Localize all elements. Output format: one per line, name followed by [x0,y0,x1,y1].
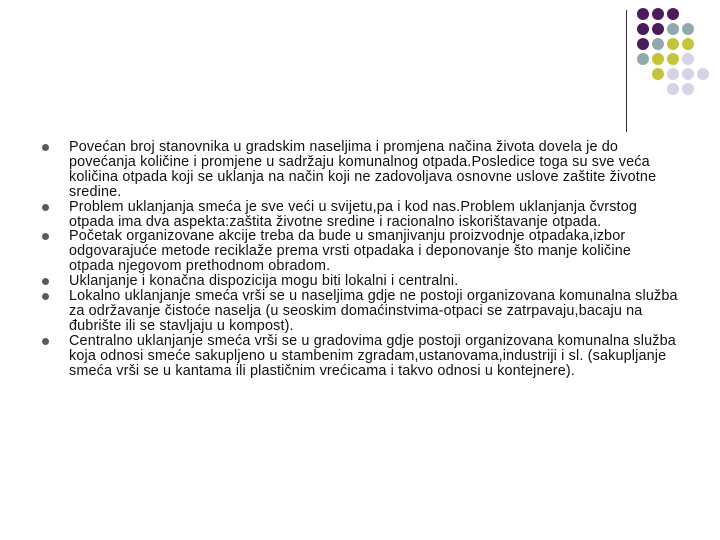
bullet-text: Centralno uklanjanje smeća vrši se u gradovima gdje postoji organizovana komunalna služba koja odnosi smeće sakupljeno u stambenim zgradam,ustanovama,industriji i sl. (sakupljanje smeća vrši se u kantama ili plastičnim vrećicama i takvo odnosi u kontejnere). [69,332,676,379]
decorative-dot [652,53,664,65]
bullet-text: Lokalno uklanjanje smeća vrši se u naseljima gdje ne postoji organizovana komunalna služba za održavanje čistoće naselja (u seoskim domaćinstvima-otpaci se zatrpavaju,bacaju na đubrište ili se stavljaju u kompost). [69,288,678,334]
bullet-text: Povećan broj stanovnika u gradskim naseljima i promjena načina života dovela je do povećanja količine i promjene u sadržaju komunalnog otpada.Posledice toga su sve veća količina otpada koji se uklanja na način koji ne zadovoljava osnovne uslove zaštite životne sredine. [69,139,657,200]
decorative-dot [667,38,679,50]
bullet-dot-icon [42,204,49,211]
bullet-item-waste-problem [40,200,680,230]
bullet-dot-icon [42,144,49,151]
bullet-item-local-removal [40,289,680,334]
bullet-item-population-growth [40,140,680,200]
bullet-dot-icon [42,338,49,345]
decorative-dot [682,38,694,50]
bullet-dot-icon [42,233,49,240]
bullet-item-central-removal [40,334,680,379]
bullet-item-disposal-types [40,274,680,289]
decorative-dot [682,53,694,65]
decorative-dot [652,38,664,50]
decorative-dot [652,23,664,35]
decorative-dot [637,23,649,35]
decorative-dot [637,38,649,50]
decorative-vertical-line [626,10,627,132]
bullet-item-organized-action [40,229,680,274]
decorative-dot [652,68,664,80]
decorative-dot [667,53,679,65]
decorative-dot [682,23,694,35]
decorative-dot [682,68,694,80]
bullet-text: Početak organizovane akcije treba da bude u smanjivanju proizvodnje otpadaka,izbor odgovarajuće metode reciklaže prema vrsti otpadaka i deponovanje što manje količine otpada njegovom prethodnom obradom. [69,228,632,275]
bullet-dot-icon [42,278,49,285]
bullet-text: Problem uklanjanja smeća je sve veći u svijetu,pa i kod nas.Problem uklanjanja čvrstog otpada ima dva aspekta:zaštita životne sredine i racionalno iskorištavanje otpada. [69,198,638,230]
decorative-dot [667,83,679,95]
slide-body [40,140,680,379]
decorative-dot [682,83,694,95]
decorative-dot [667,23,679,35]
decorative-dot [637,53,649,65]
decorative-dot [637,8,649,20]
decorative-dot [667,68,679,80]
bullet-dot-icon [42,293,49,300]
decorative-dot [697,68,709,80]
bullet-text: Uklanjanje i konačna dispozicija mogu biti lokalni i centralni. [69,273,459,290]
decorative-dot [667,8,679,20]
decorative-dot [652,8,664,20]
bullet-list [40,140,680,379]
